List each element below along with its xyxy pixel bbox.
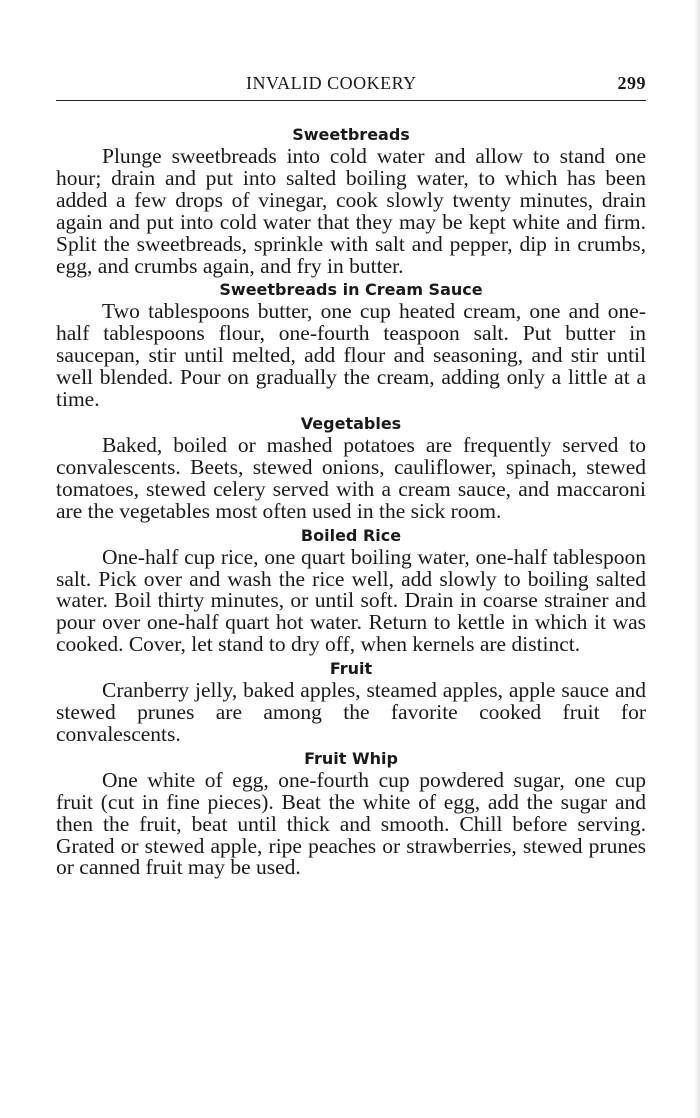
section-fruit-whip	[56, 748, 646, 880]
section-heading: Boiled Rice	[300, 525, 402, 545]
section-paragraph: Cranberry jelly, baked apples, steamed apples, apple sauce and stewed prunes are among the favorite cooked fruit for convalescents.	[56, 678, 646, 746]
section-heading: Sweetbreads	[292, 125, 410, 144]
section-paragraph: Two tablespoons butter, one cup heated cream, one and one-half tablespoons flour, one-fourth teaspoon salt. Put butter in saucepan, stir until melted, add flour and seasoning, and stir until well blended. Pour on gradually the cream, adding only a little at a time.	[56, 299, 646, 412]
section-paragraph: One white of egg, one-fourth cup powdered sugar, one cup fruit (cut in fine pieces). Beat the white of egg, add the sugar and then the fruit, beat until thick and smooth. Chill before serving. Grated or stewed apple, ripe peaches or strawberries, stewed prunes or canned fruit may be used.	[56, 767, 646, 880]
page-edge-shadow	[694, 0, 700, 1118]
section-heading: Vegetables	[300, 413, 402, 433]
section-heading: Fruit	[329, 659, 373, 679]
section-paragraph: Plunge sweetbreads into cold water and allow to stand one hour; drain and put into salted boiling water, to which has been added a few drops of vinegar, cook slowly twenty minutes, drain again and put into cold water that they may be kept white and firm. Split the sweetbreads, sprinkle with salt and pepper, dip in crumbs, egg, and crumbs again, and fry in butter.	[56, 144, 646, 278]
section-heading: Sweetbreads in Cream Sauce	[219, 280, 483, 300]
section-vegetables	[56, 413, 646, 523]
running-title: INVALID COOKERY	[246, 73, 417, 93]
section-boiled-rice	[56, 525, 646, 657]
section-paragraph: One-half cup rice, one quart boiling water, one-half tablespoon salt. Pick over and wash the rice well, add slowly to boiling salted water. Boil thirty minutes, or until soft. Drain in coarse strainer and pour over one-half quart hot water. Return to kettle in which it was cooked. Cover, let stand to dry off, when kernels are distinct.	[56, 544, 646, 657]
running-header	[56, 73, 646, 97]
section-sweetbreads	[56, 124, 646, 277]
section-paragraph: Baked, boiled or mashed potatoes are frequently served to convalescents. Beets, stewed onions, cauliflower, spinach, stewed tomatoes, stewed celery served with a cream sauce, and maccaroni are the vegetables most often used in the sick room.	[56, 432, 646, 523]
section-heading: Fruit Whip	[304, 748, 398, 768]
page-body	[56, 124, 646, 881]
header-rule	[56, 100, 646, 101]
section-fruit	[56, 658, 646, 746]
section-sweetbreads-cream-sauce	[56, 279, 646, 411]
page-number: 299	[617, 73, 646, 93]
